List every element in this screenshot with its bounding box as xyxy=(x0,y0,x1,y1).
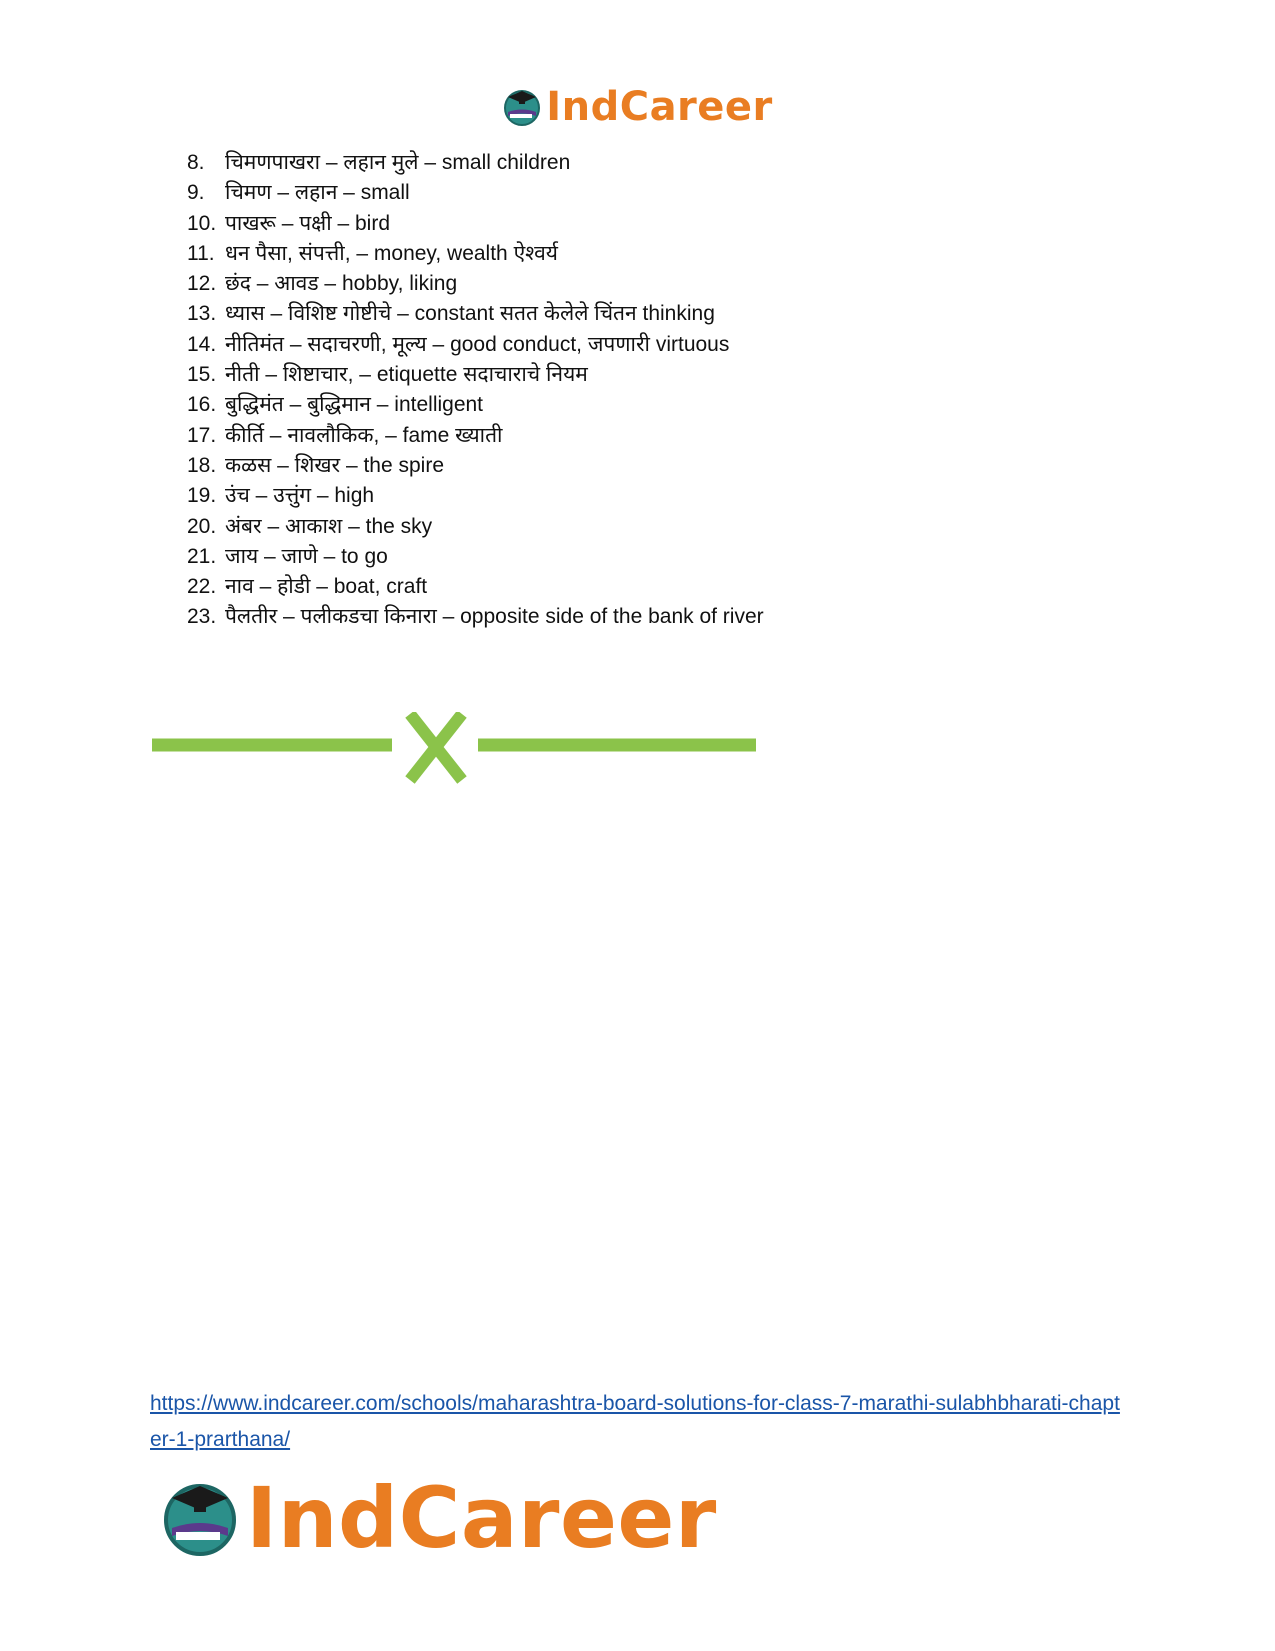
list-item-text: पैलतीर – पलीकडचा किनारा – opposite side of the bank of river xyxy=(225,605,764,629)
list-item-number: 11. xyxy=(187,241,215,265)
list-item-text: कळस – शिखर – the spire xyxy=(225,453,445,477)
list-item-number: 22. xyxy=(187,575,217,599)
list-item xyxy=(187,239,1087,269)
list-item-text: ध्यास – विशिष्ट गोष्टीचे – constant सतत केलेले चिंतन thinking xyxy=(225,302,715,326)
list-item-number: 9. xyxy=(187,181,205,205)
list-item-text: चिमण – लहान – small xyxy=(225,181,410,205)
list-item-text: कीर्ति – नावलौकिक, – fame ख्याती xyxy=(225,423,503,447)
list-item-number: 20. xyxy=(187,514,217,538)
list-item xyxy=(187,209,1087,239)
list-item xyxy=(187,451,1087,481)
list-item xyxy=(187,178,1087,208)
list-item xyxy=(187,148,1087,178)
list-item-text: अंबर – आकाश – the sky xyxy=(225,514,433,538)
list-item xyxy=(187,481,1087,511)
header-logo-text: IndCareer xyxy=(546,84,773,130)
list-item-number: 8. xyxy=(187,151,205,174)
globe-graduation-cap-books-icon xyxy=(502,87,542,127)
list-item-number: 21. xyxy=(187,544,217,568)
header-logo xyxy=(0,82,1275,132)
footer-logo xyxy=(160,1468,717,1568)
list-item xyxy=(187,360,1087,390)
list-item xyxy=(187,390,1087,420)
list-item xyxy=(187,602,1087,632)
list-item-text: पाखरू – पक्षी – bird xyxy=(225,211,390,235)
footer-logo-text: IndCareer xyxy=(246,1469,717,1567)
section-divider xyxy=(152,712,756,802)
list-item-text: धन पैसा, संपत्ती, – money, wealth ऐश्वर्य xyxy=(225,241,558,265)
source-link[interactable]: https://www.indcareer.com/schools/maharashtra-board-solutions-for-class-7-marathi-sulabhbharati-chapter-1-prarthana/ xyxy=(150,1392,1120,1451)
list-item-number: 16. xyxy=(187,393,217,417)
list-item-text: नीतिमंत – सदाचरणी, मूल्य – good conduct, जपणारी virtuous xyxy=(225,332,730,356)
list-item-number: 15. xyxy=(187,363,217,387)
list-item-number: 10. xyxy=(187,211,217,235)
list-item-number: 19. xyxy=(187,484,217,508)
list-item-number: 17. xyxy=(187,423,217,447)
list-item xyxy=(187,572,1087,602)
list-item-text: नाव – होडी – boat, craft xyxy=(225,575,428,599)
list-item-text: जाय – जाणे – to go xyxy=(225,544,388,568)
list-item xyxy=(187,330,1087,360)
list-item-text: बुद्धिमंत – बुद्धिमान – intelligent xyxy=(225,393,484,417)
list-item-number: 18. xyxy=(187,453,217,477)
list-item-number: 12. xyxy=(187,272,217,296)
globe-graduation-cap-books-icon xyxy=(160,1478,240,1558)
list-item-text: चिमणपाखरा – लहान मुले – small children xyxy=(225,151,571,174)
list-item xyxy=(187,512,1087,542)
list-item-number: 14. xyxy=(187,332,217,356)
list-item-number: 23. xyxy=(187,605,217,629)
list-item-number: 13. xyxy=(187,302,217,326)
x-cross-icon xyxy=(410,714,462,780)
list-item xyxy=(187,421,1087,451)
list-item-text: नीती – शिष्टाचार, – etiquette सदाचाराचे नियम xyxy=(225,363,588,387)
list-item-text: छंद – आवड – hobby, liking xyxy=(225,272,458,296)
list-item xyxy=(187,299,1087,329)
list-item xyxy=(187,542,1087,572)
vocabulary-list xyxy=(187,148,1087,633)
list-item-text: उंच – उत्तुंग – high xyxy=(225,484,375,508)
list-item xyxy=(187,269,1087,299)
